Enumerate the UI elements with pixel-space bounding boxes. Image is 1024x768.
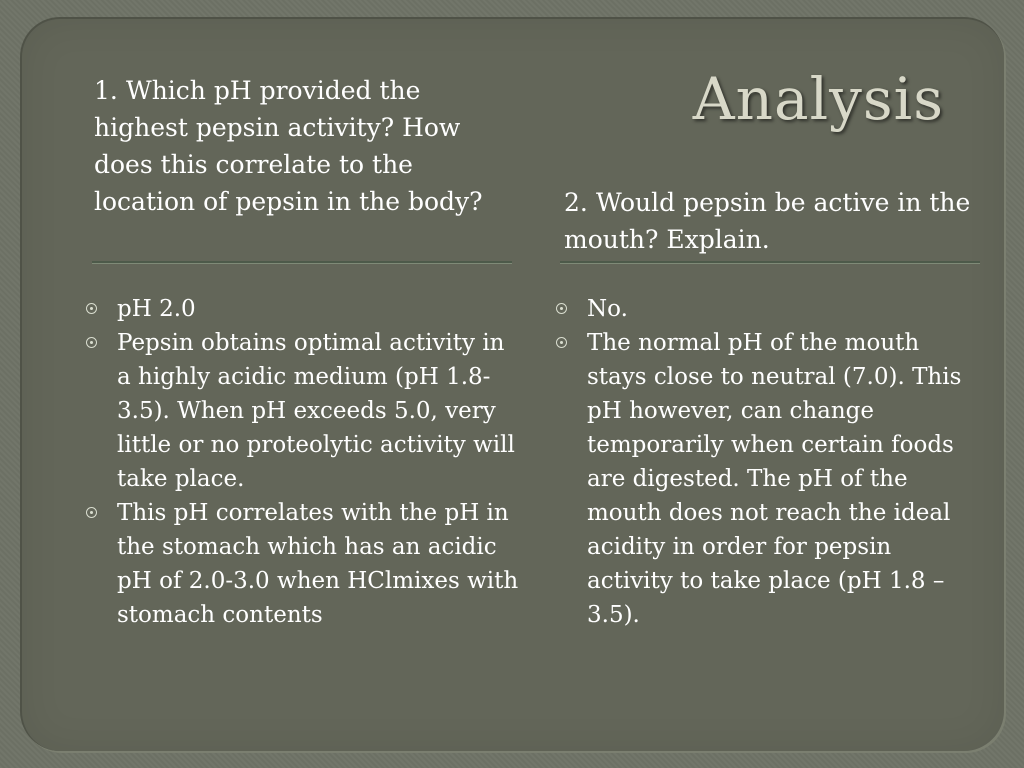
answer-text: pH 2.0 bbox=[117, 296, 196, 322]
circle-dot-bullet-icon bbox=[86, 337, 97, 348]
circle-dot-bullet-icon bbox=[86, 507, 97, 518]
question-1-heading bbox=[94, 72, 514, 220]
question-2-divider bbox=[560, 261, 980, 264]
answer-text: Pepsin obtains optimal activity in a highly acidic medium (pH 1.8-3.5). When pH exceeds 5.0, very little or no proteolytic activity will take place. bbox=[117, 330, 515, 492]
list-item bbox=[84, 326, 524, 496]
list-item bbox=[554, 292, 974, 326]
list-item bbox=[554, 326, 974, 632]
question-2-number: 2. bbox=[564, 188, 588, 217]
question-2-heading bbox=[564, 184, 984, 258]
question-1-answer-list bbox=[84, 292, 524, 632]
answer-text: No. bbox=[587, 296, 628, 322]
circle-dot-bullet-icon bbox=[556, 337, 567, 348]
question-1-number: 1. bbox=[94, 76, 118, 105]
list-item bbox=[84, 292, 524, 326]
question-2-text: Would pepsin be active in the mouth? Explain. bbox=[564, 188, 971, 254]
question-2-answer-list bbox=[554, 292, 974, 632]
slide-title: Analysis bbox=[692, 65, 944, 133]
answer-text: The normal pH of the mouth stays close to neutral (7.0). This pH however, can change temporarily when certain foods are digested. The pH of the mouth does not reach the ideal acidity in order for pepsin activity to take place (pH 1.8 – 3.5). bbox=[587, 330, 962, 628]
slide-panel bbox=[20, 17, 1004, 751]
circle-dot-bullet-icon bbox=[556, 303, 567, 314]
list-item bbox=[84, 496, 524, 632]
question-1-text: Which pH provided the highest pepsin activity? How does this correlate to the location of pepsin in the body? bbox=[94, 76, 483, 216]
question-1-divider bbox=[92, 261, 512, 264]
circle-dot-bullet-icon bbox=[86, 303, 97, 314]
answer-text: This pH correlates with the pH in the stomach which has an acidic pH of 2.0-3.0 when HClmixes with stomach contents bbox=[117, 500, 519, 628]
